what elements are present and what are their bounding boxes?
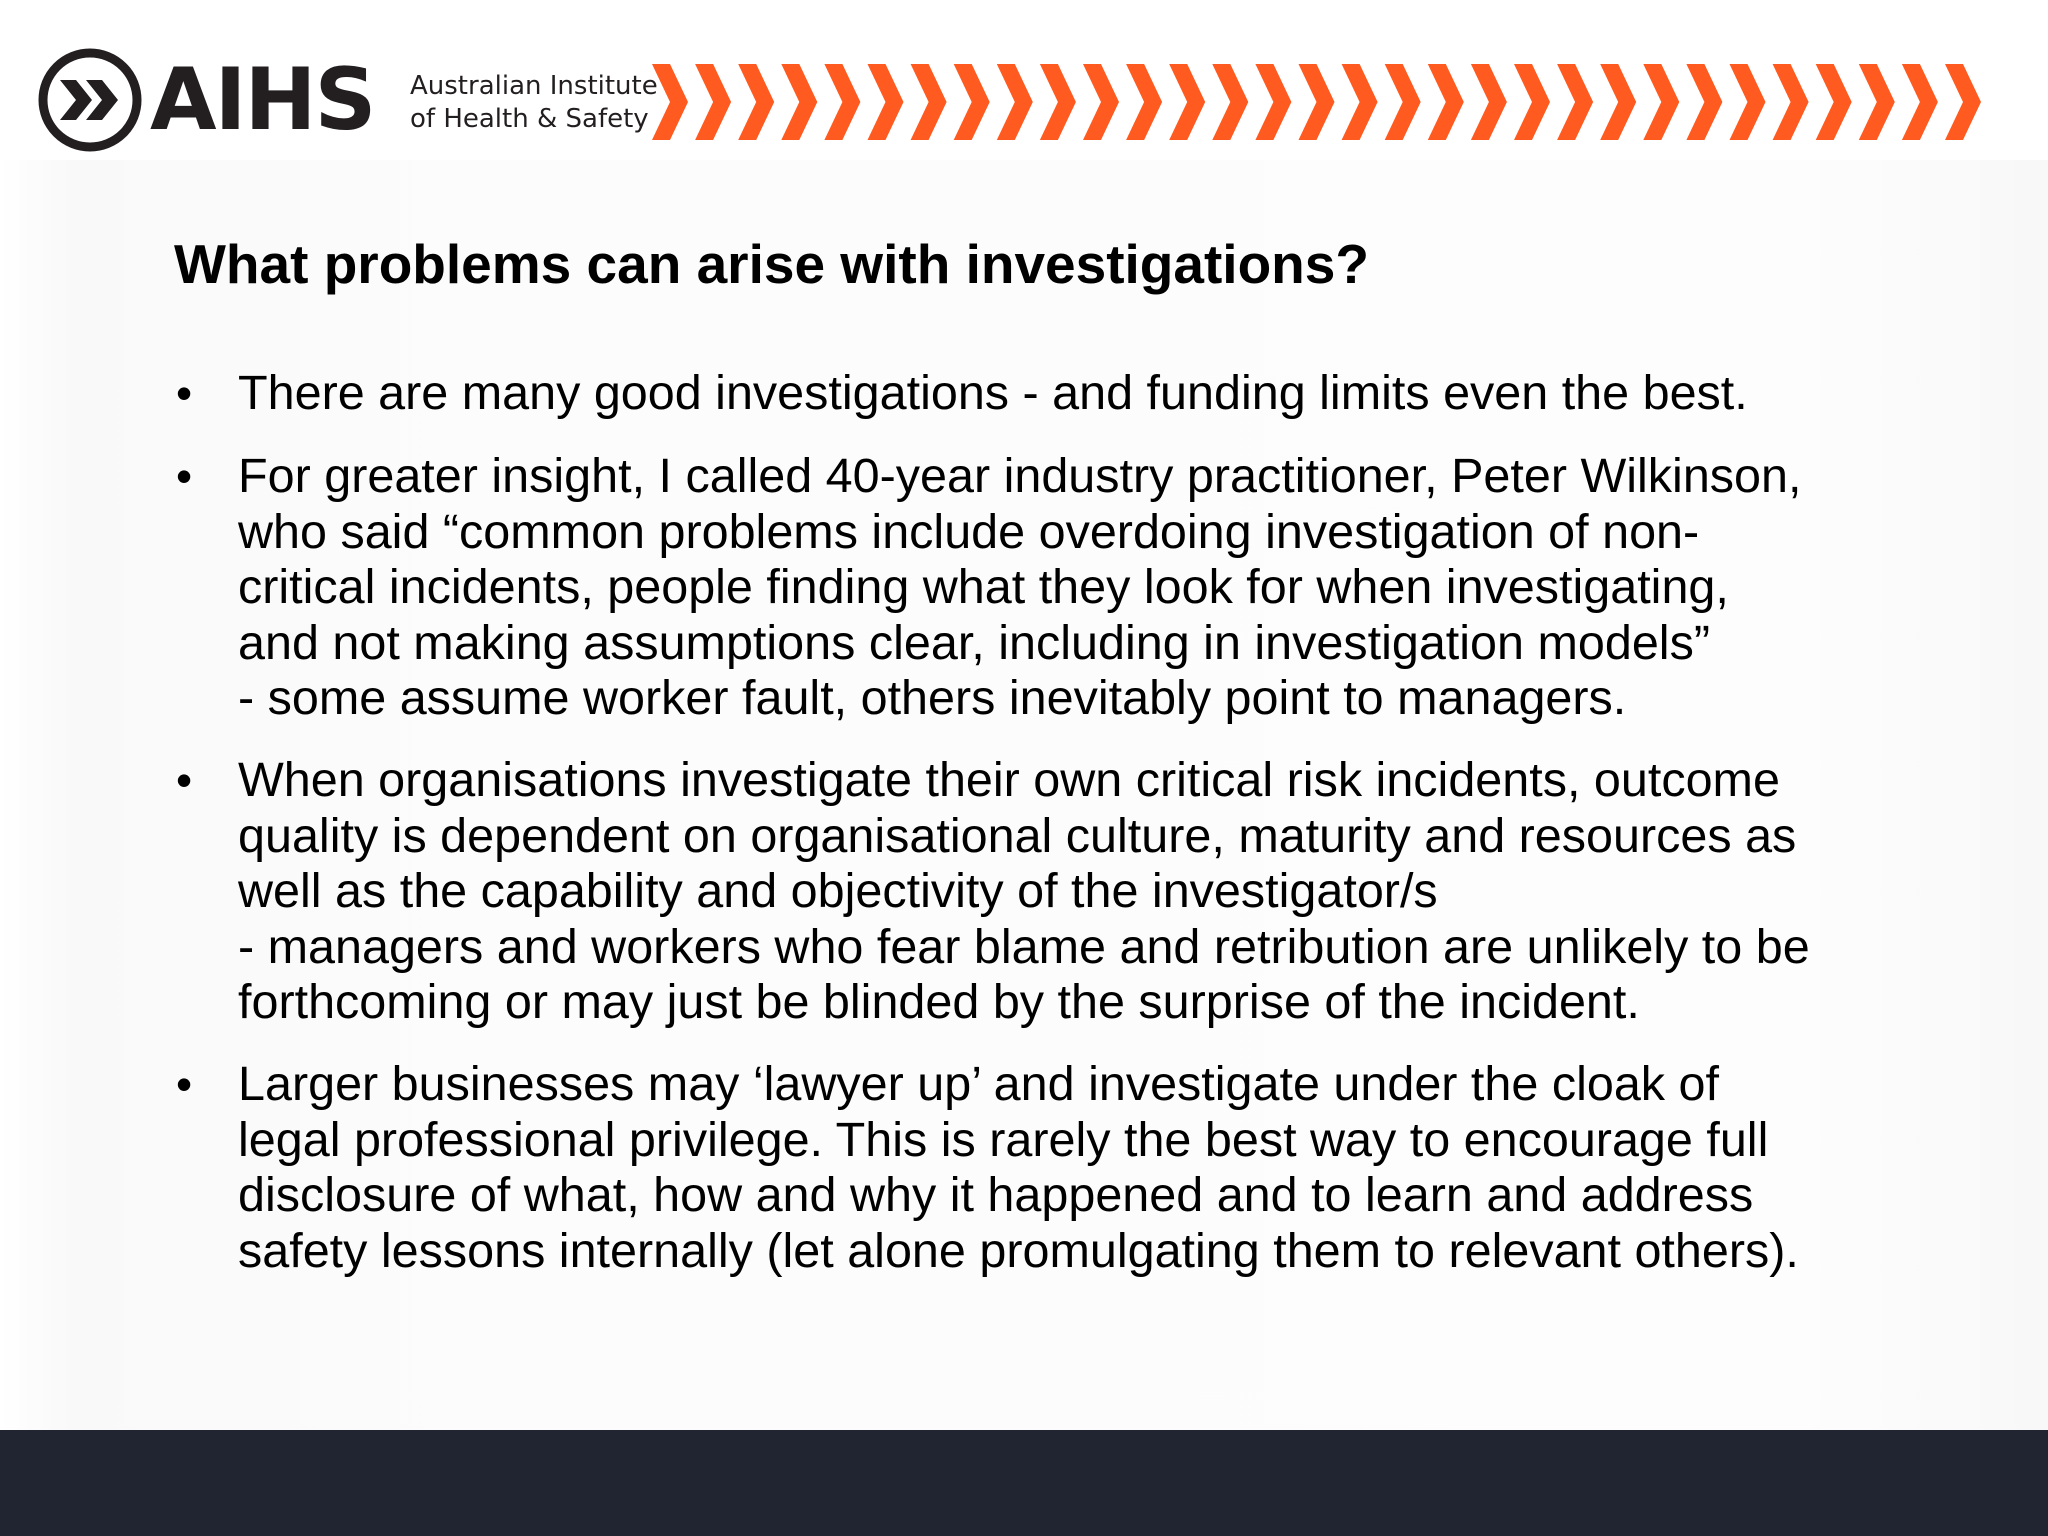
bullet-line: and not making assumptions clear, including in investigation models” (238, 615, 1710, 670)
logo-wordmark: AIHS (150, 50, 375, 150)
bullet-line: who said “common problems include overdoing investigation of non- (238, 504, 1700, 559)
footer-bar (0, 1430, 2048, 1536)
bullet-line: quality is dependent on organisational culture, maturity and resources as (238, 808, 1797, 863)
bullet-text (238, 753, 2028, 1031)
bullet-line: There are many good investigations - and funding limits even the best. (238, 366, 1748, 420)
bullet-line: For greater insight, I called 40-year industry practitioner, Peter Wilkinson, (238, 449, 1802, 503)
bullet-line: - managers and workers who fear blame and retribution are unlikely to be (238, 919, 1810, 974)
bullet-line: disclosure of what, how and why it happened and to learn and address (238, 1168, 1754, 1222)
bullet-text (238, 1057, 2028, 1279)
bullet-line: Larger businesses may ‘lawyer up’ and investigate under the cloak of (238, 1057, 1719, 1111)
bullet-marker: • (176, 754, 193, 806)
bullet-text (238, 366, 2028, 422)
bullet-line: critical incidents, people finding what they look for when investigating, (238, 560, 1729, 614)
slide-title: What problems can arise with investigations? (174, 233, 1369, 295)
logo-subtitle-line: Australian Institute (410, 71, 658, 101)
bullet-line: safety lessons internally (let alone promulgating them to relevant others). (238, 1223, 1799, 1278)
bullet-marker: • (176, 367, 193, 419)
bullet-line: When organisations investigate their own critical risk incidents, outcome (238, 753, 1780, 807)
bullet-line: forthcoming or may just be blinded by the surprise of the incident. (238, 975, 1640, 1029)
bullet-line: legal professional privilege. This is rarely the best way to encourage full (238, 1112, 1769, 1167)
bullet-line: - some assume worker fault, others inevitably point to managers. (238, 671, 1627, 725)
bullet-marker: • (176, 1058, 193, 1110)
bullet-line: well as the capability and objectivity of the investigator/s (238, 864, 1438, 918)
bullet-text (238, 449, 2028, 727)
bullet-marker: • (176, 450, 193, 502)
logo-subtitle-line: of Health & Safety (410, 104, 649, 134)
